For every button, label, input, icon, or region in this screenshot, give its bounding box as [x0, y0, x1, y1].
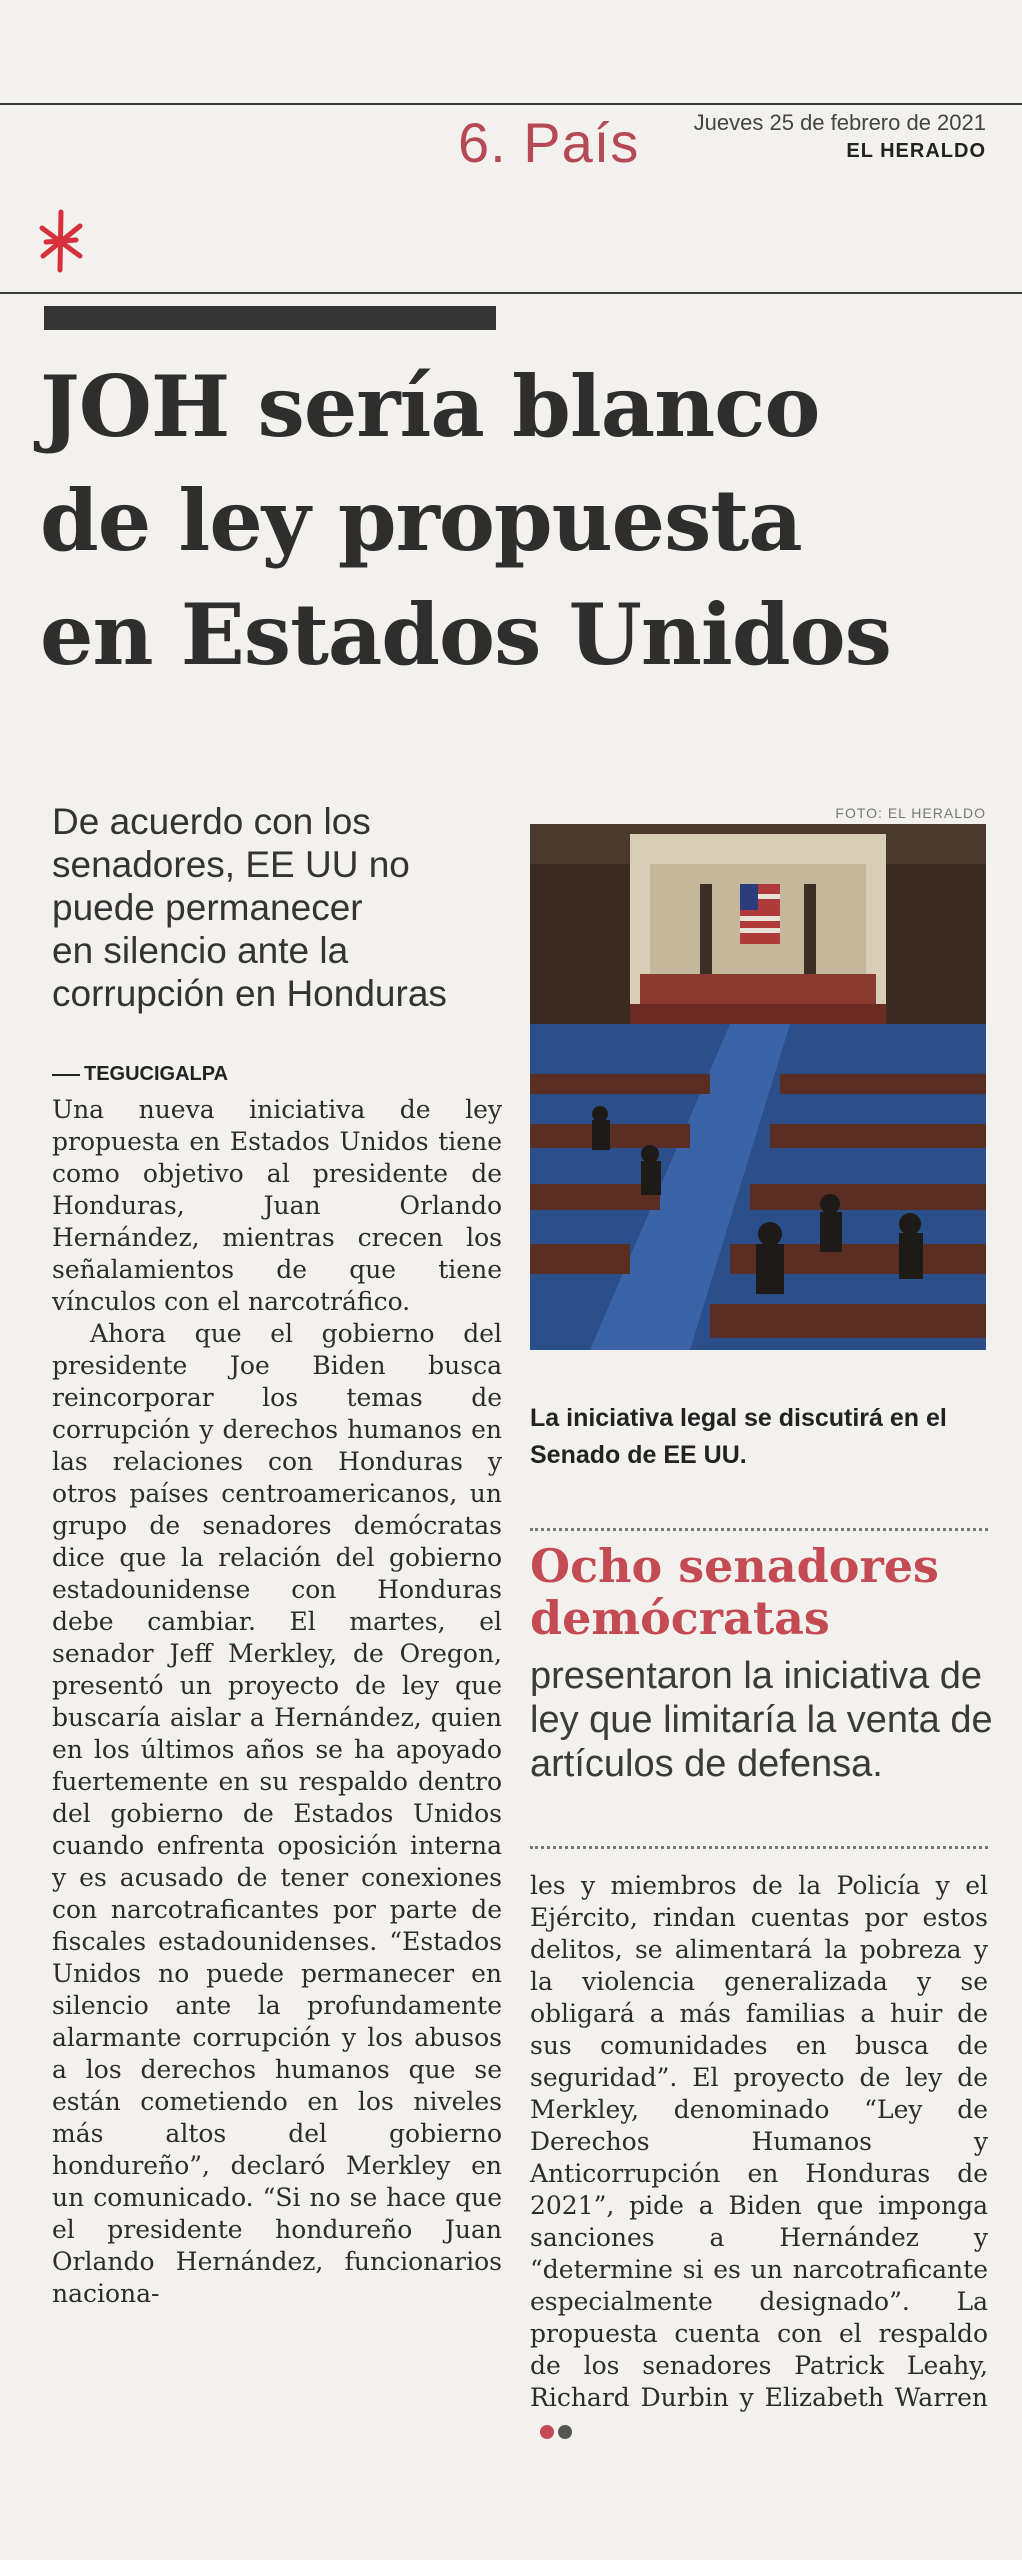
pullquote-top-divider: [530, 1528, 988, 1531]
pullquote-bottom-divider: [530, 1846, 988, 1849]
photo-caption: La iniciativa legal se discutirá en el Senado de EE UU.: [530, 1404, 947, 1469]
newspaper-brand: EL HERALDO: [846, 140, 986, 162]
article-paragraph-1: Una nueva iniciativa de ley propuesta en Estados Unidos tiene como objetivo al presidente de Honduras, Juan Orlando Hernández, mientras crecen los señalamientos de que tiene vínculos con el narcotráfico.: [52, 1095, 502, 1316]
asterisk-icon: [36, 206, 86, 276]
issue-date: Jueves 25 de febrero de 2021: [693, 110, 986, 135]
senate-chamber-photo: [530, 824, 986, 1350]
pullquote-body: presentaron la iniciativa de ley que limitaría la venta de artículos de defensa.: [530, 1655, 993, 1785]
kicker-bar: [44, 306, 496, 330]
article-headline: JOH sería blanco de ley propuesta en Estados Unidos: [40, 357, 891, 684]
article-column-2: [530, 1870, 988, 2446]
pullquote-title: Ocho senadores demócratas: [530, 1539, 939, 1645]
section-rule: [0, 292, 1022, 294]
article-paragraph-2-part-2: les y miembros de la Policía y el Ejército, rindan cuentas por estos delitos, se alimentará la pobreza y la violencia generalizada y se obligará a más familias a huir de sus comunidades en busca de seguridad”. El proyecto de ley de Merkley, denominado “Ley de Derechos Humanos y Anticorrupción en Honduras de 2021”, pide a Biden que imponga sanciones a Hernández y “determine si es un narcotraficante especialmente designado”. La propuesta cuenta con el respaldo de los senadores Patrick Leahy, Richard Durbin y Elizabeth Warren: [530, 1871, 988, 2412]
article-dateline: TEGUCIGALPA: [52, 1063, 228, 1086]
article-deck: De acuerdo con los senadores, EE UU no puede permanecer en silencio ante la corrupción en Honduras: [52, 801, 447, 1014]
article-column-1: [52, 1094, 502, 2310]
article-paragraph-2-part-1: Ahora que el gobierno del presidente Joe Biden busca reincorporar los temas de corrupción y derechos humanos en las relaciones con Honduras y otros países centroamericanos, un grupo de senadores demócratas dice que la relación del gobierno estadounidense con Honduras debe cambiar. El martes, el senador Jeff Merkley, de Oregon, presentó un proyecto de ley que buscaría aislar a Hernández, quien en los últimos años se ha apoyado fuertemente en su respaldo dentro del gobierno de Estados Unidos cuando enfrenta oposición interna y es acusado de tener conexiones con narcotraficantes por parte de fiscales estadounidenses. “Estados Unidos no puede permanecer en silencio ante la profundamente alarmante corrupción y los abusos a los derechos humanos que se están cometiendo en los niveles más altos del gobierno hondureño”, declaró Merkley en un comunicado. “Si no se hace que el presidente hondureño Juan Orlando Hernández, funcionarios naciona-: [52, 1319, 502, 2308]
header-rule: [0, 103, 1022, 105]
photo-credit: FOTO: EL HERALDO: [835, 805, 986, 821]
end-of-article-icon: [540, 2414, 572, 2446]
section-title: 6. País: [458, 111, 640, 174]
